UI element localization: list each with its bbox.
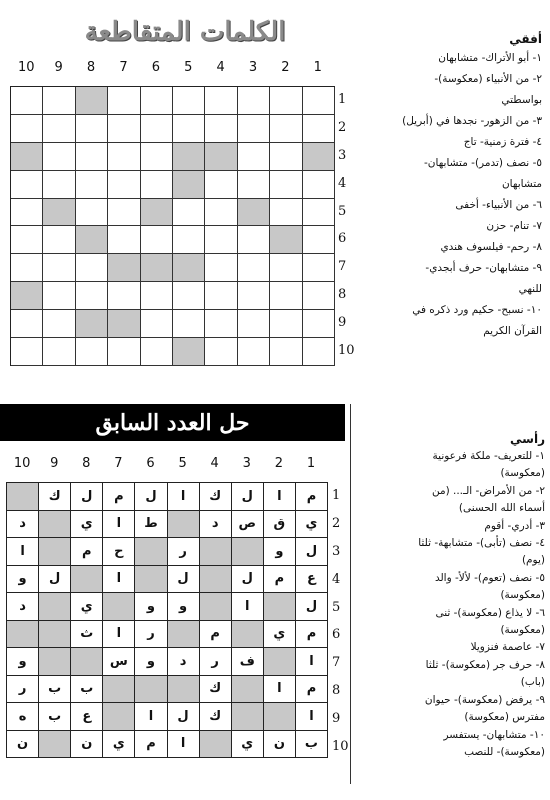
puzzle-cell[interactable] [303, 254, 335, 282]
puzzle-cell[interactable] [238, 87, 270, 115]
solution-cell: م [296, 483, 328, 511]
blocked-cell [173, 338, 205, 366]
solution-cell: ا [7, 538, 39, 566]
row-number: 9 [338, 315, 347, 331]
solution-cell: ل [168, 566, 200, 594]
puzzle-cell[interactable] [43, 254, 75, 282]
puzzle-cell[interactable] [43, 310, 75, 338]
puzzle-cell[interactable] [76, 254, 108, 282]
solution-cell: ع [296, 566, 328, 594]
solution-cell: د [168, 648, 200, 676]
across-clue: القرآن الكريم [483, 325, 542, 337]
across-clue: للنهي [518, 283, 542, 295]
puzzle-cell[interactable] [108, 226, 140, 254]
solution-cell: ا [264, 676, 296, 704]
puzzle-cell[interactable] [43, 87, 75, 115]
puzzle-cell[interactable] [173, 282, 205, 310]
blocked-cell [200, 593, 232, 621]
puzzle-cell[interactable] [173, 199, 205, 227]
column-number: 2 [281, 60, 290, 75]
solution-cell: ط [135, 511, 167, 539]
puzzle-cell[interactable] [11, 338, 43, 366]
puzzle-cell[interactable] [270, 87, 302, 115]
solution-cell: ه [7, 703, 39, 731]
solution-cell: د [7, 511, 39, 539]
blocked-cell [76, 310, 108, 338]
puzzle-title: الكلمات المتقاطعة [84, 17, 286, 47]
blocked-cell [232, 538, 264, 566]
solution-cell: ك [39, 483, 71, 511]
solution-cell: و [135, 648, 167, 676]
puzzle-cell[interactable] [76, 338, 108, 366]
solution-cell: ي [296, 511, 328, 539]
solution-cell: ل [232, 566, 264, 594]
puzzle-cell[interactable] [108, 115, 140, 143]
column-number: 3 [248, 60, 258, 75]
puzzle-cell[interactable] [303, 310, 335, 338]
blocked-cell [205, 143, 237, 171]
puzzle-cell[interactable] [303, 282, 335, 310]
solution-cell: ك [200, 703, 232, 731]
puzzle-cell[interactable] [238, 143, 270, 171]
across-clue: ٢- من الأنبياء (معكوسة)- [434, 73, 542, 85]
blocked-cell [238, 199, 270, 227]
blocked-cell [39, 511, 71, 539]
blocked-cell [108, 254, 140, 282]
puzzle-cell[interactable] [303, 226, 335, 254]
solution-cell: ف [232, 648, 264, 676]
column-number: 4 [216, 60, 225, 75]
blocked-cell [264, 648, 296, 676]
puzzle-cell[interactable] [141, 115, 173, 143]
row-number: 2 [332, 515, 341, 531]
puzzle-cell[interactable] [108, 199, 140, 227]
column-number: 7 [114, 456, 123, 471]
solution-cell: و [7, 566, 39, 594]
column-number: 2 [274, 456, 283, 471]
solution-cell: م [296, 621, 328, 649]
puzzle-cell[interactable] [141, 310, 173, 338]
across-clue: ٤- فترة زمنية- تاج [463, 136, 542, 148]
puzzle-cell[interactable] [238, 282, 270, 310]
puzzle-cell[interactable] [11, 87, 43, 115]
solution-cell: ك [200, 483, 232, 511]
puzzle-cell[interactable] [205, 115, 237, 143]
row-number: 1 [332, 488, 341, 503]
puzzle-cell[interactable] [141, 171, 173, 199]
solution-cell: ا [135, 703, 167, 731]
solution-cell: ل [71, 483, 103, 511]
puzzle-cell[interactable] [205, 171, 237, 199]
blocked-cell [39, 648, 71, 676]
puzzle-cell[interactable] [205, 87, 237, 115]
across-clue: ٧- تنام- حزن [486, 220, 542, 232]
blocked-cell [173, 254, 205, 282]
blocked-cell [39, 621, 71, 649]
down-clue: أسماء الله الحسنى) [458, 502, 545, 515]
puzzle-cell[interactable] [11, 199, 43, 227]
down-clues [357, 430, 545, 761]
across-clue: ٥- نصف (تدمر)- متشابهان- [424, 157, 542, 169]
solution-cell: م [103, 483, 135, 511]
row-number: 6 [332, 627, 341, 643]
solution-cell: و [264, 538, 296, 566]
blocked-cell [11, 143, 43, 171]
puzzle-cell[interactable] [11, 310, 43, 338]
solution-cell: ب [39, 703, 71, 731]
down-clue: ٧- عاصمة فنزويلا [470, 641, 545, 654]
row-number: 10 [338, 343, 355, 359]
row-number: 7 [332, 655, 341, 671]
blocked-cell [135, 538, 167, 566]
solution-banner: حل العدد السابق [0, 404, 345, 441]
row-number: 8 [338, 287, 347, 303]
solution-cell: م [264, 566, 296, 594]
solution-cell: ك [200, 676, 232, 704]
blocked-cell [11, 282, 43, 310]
column-number: 1 [313, 60, 322, 75]
puzzle-cell[interactable] [205, 310, 237, 338]
solution-cell: ا [103, 511, 135, 539]
blocked-cell [270, 226, 302, 254]
solution-cell: و [135, 593, 167, 621]
puzzle-cell[interactable] [43, 115, 75, 143]
down-clue: (معكوسة) [500, 589, 545, 602]
blocked-cell [71, 648, 103, 676]
blocked-cell [168, 621, 200, 649]
blocked-cell [71, 566, 103, 594]
blocked-cell [141, 199, 173, 227]
across-clue: ١- أبو الأتراك- متشابهان [438, 52, 542, 64]
puzzle-column-numbers [10, 60, 334, 80]
solution-cell: ا [168, 731, 200, 759]
solution-cell: ل [168, 703, 200, 731]
blocked-cell [103, 676, 135, 704]
row-number: 4 [338, 175, 347, 191]
puzzle-cell[interactable] [270, 310, 302, 338]
blocked-cell [168, 676, 200, 704]
across-clue: ٦- من الأنبياء- أخفى [455, 199, 542, 211]
across-clues [360, 30, 542, 342]
solution-cell: ل [296, 538, 328, 566]
blocked-cell [200, 731, 232, 759]
solution-cell: ا [296, 703, 328, 731]
puzzle-cell[interactable] [303, 171, 335, 199]
column-number: 5 [184, 60, 193, 75]
puzzle-cell[interactable] [270, 282, 302, 310]
puzzle-cell[interactable] [141, 282, 173, 310]
solution-cell: ا [103, 566, 135, 594]
solution-cell: و [168, 593, 200, 621]
down-clue: ٦- لا يذاع (معكوسة)- ثنى [435, 606, 545, 619]
puzzle-cell[interactable] [205, 254, 237, 282]
column-number: 10 [18, 60, 35, 75]
solution-cell: س [103, 648, 135, 676]
down-clue: ٤- نصف (تأبى)- متشابهة- ثلثا [418, 537, 545, 550]
solution-cell: ق [264, 511, 296, 539]
blocked-cell [108, 310, 140, 338]
solution-cell: ب [71, 676, 103, 704]
down-clue: ٨- حرف جر (معكوسة)- ثلثا [425, 658, 545, 671]
puzzle-cell[interactable] [11, 115, 43, 143]
puzzle-cell[interactable] [76, 282, 108, 310]
solution-cell: ي [264, 621, 296, 649]
puzzle-cell[interactable] [270, 171, 302, 199]
solution-cell: د [200, 511, 232, 539]
solution-cell: ث [71, 621, 103, 649]
solution-cell: ب [39, 676, 71, 704]
solution-cell: ر [200, 648, 232, 676]
puzzle-cell[interactable] [43, 282, 75, 310]
blocked-cell [7, 621, 39, 649]
puzzle-cell[interactable] [43, 338, 75, 366]
blocked-cell [168, 511, 200, 539]
solution-cell: ن [7, 731, 39, 759]
blocked-cell [303, 143, 335, 171]
blocked-cell [39, 593, 71, 621]
puzzle-cell[interactable] [303, 115, 335, 143]
down-clue: ١٠- متشابهان- يستفسر [443, 728, 545, 741]
puzzle-cell[interactable] [141, 143, 173, 171]
down-clue: (معكوسة) [500, 624, 545, 637]
puzzle-cell[interactable] [238, 338, 270, 366]
column-number: 9 [54, 60, 63, 75]
solution-cell: م [135, 731, 167, 759]
puzzle-cell[interactable] [238, 226, 270, 254]
puzzle-cell[interactable] [173, 310, 205, 338]
blocked-cell [103, 703, 135, 731]
puzzle-cell[interactable] [238, 310, 270, 338]
puzzle-cell[interactable] [303, 338, 335, 366]
puzzle-cell[interactable] [11, 254, 43, 282]
puzzle-cell[interactable] [173, 226, 205, 254]
solution-cell: ل [39, 566, 71, 594]
row-number: 4 [332, 571, 341, 587]
puzzle-cell[interactable] [76, 143, 108, 171]
puzzle-cell[interactable] [173, 115, 205, 143]
column-number: 6 [151, 60, 160, 75]
puzzle-cell[interactable] [270, 338, 302, 366]
blocked-cell [264, 703, 296, 731]
column-number: 1 [306, 456, 316, 471]
crossword-grid[interactable] [10, 86, 335, 366]
blocked-cell [7, 483, 39, 511]
puzzle-cell[interactable] [43, 143, 75, 171]
solution-row-numbers [332, 482, 352, 757]
puzzle-cell[interactable] [270, 115, 302, 143]
puzzle-cell[interactable] [43, 226, 75, 254]
column-number: 8 [86, 60, 96, 75]
down-clue: ٥- نصف (تعوم)- لألأ- والد [434, 571, 545, 584]
solution-cell: ع [71, 703, 103, 731]
solution-cell: م [71, 538, 103, 566]
solution-cell: ي [232, 731, 264, 759]
column-number: 7 [119, 60, 128, 75]
solution-grid [6, 482, 328, 758]
row-number: 7 [338, 259, 347, 275]
puzzle-cell[interactable] [205, 226, 237, 254]
row-number: 3 [332, 543, 341, 559]
blocked-cell [200, 566, 232, 594]
solution-cell: ل [135, 483, 167, 511]
down-clue: ٢- من الأمراض- الـ... (من [431, 484, 545, 497]
puzzle-cell[interactable] [303, 87, 335, 115]
solution-cell: ا [232, 593, 264, 621]
solution-cell: ا [264, 483, 296, 511]
blocked-cell [141, 254, 173, 282]
solution-cell: ر [168, 538, 200, 566]
puzzle-cell[interactable] [11, 226, 43, 254]
solution-cell: ح [103, 538, 135, 566]
solution-cell: م [200, 621, 232, 649]
row-number: 8 [332, 683, 341, 699]
puzzle-cell[interactable] [303, 199, 335, 227]
column-number: 8 [82, 456, 91, 471]
puzzle-cell[interactable] [270, 254, 302, 282]
solution-cell: ا [103, 621, 135, 649]
puzzle-cell[interactable] [76, 115, 108, 143]
solution-cell: ب [296, 731, 328, 759]
solution-cell: م [296, 676, 328, 704]
row-number: 1 [338, 92, 347, 107]
solution-cell: ص [232, 511, 264, 539]
down-clue: (معكوسة)- للنصب [464, 745, 545, 758]
solution-cell: ل [296, 593, 328, 621]
blocked-cell [39, 731, 71, 759]
column-number: 4 [210, 456, 219, 471]
solution-cell: ي [71, 593, 103, 621]
solution-cell: ي [103, 731, 135, 759]
blocked-cell [43, 199, 75, 227]
puzzle-cell[interactable] [141, 226, 173, 254]
solution-cell: و [7, 648, 39, 676]
down-clue: (يوم) [521, 554, 545, 567]
puzzle-cell[interactable] [108, 171, 140, 199]
puzzle-cell[interactable] [173, 87, 205, 115]
row-number: 10 [332, 739, 349, 755]
puzzle-cell[interactable] [205, 199, 237, 227]
solution-cell: ن [264, 731, 296, 759]
blocked-cell [232, 676, 264, 704]
puzzle-cell[interactable] [108, 87, 140, 115]
solution-cell: ي [71, 511, 103, 539]
row-number: 2 [338, 119, 347, 135]
solution-cell: ن [71, 731, 103, 759]
solution-cell: د [7, 593, 39, 621]
puzzle-cell[interactable] [141, 87, 173, 115]
column-number: 9 [50, 456, 59, 471]
puzzle-cell[interactable] [76, 171, 108, 199]
puzzle-cell[interactable] [43, 171, 75, 199]
puzzle-row-numbers [338, 86, 358, 365]
blocked-cell [103, 593, 135, 621]
across-clue: متشابهان [501, 178, 542, 190]
blocked-cell [135, 566, 167, 594]
down-clue: ٩- يرفض (معكوسة)- حيوان [424, 693, 545, 706]
solution-cell: ر [7, 676, 39, 704]
solution-cell: ا [296, 648, 328, 676]
puzzle-cell[interactable] [108, 338, 140, 366]
puzzle-cell[interactable] [108, 143, 140, 171]
blocked-cell [39, 538, 71, 566]
across-clue: ١٠- نسبح- حكيم ورد ذكره في [412, 304, 542, 316]
solution-column-numbers [6, 456, 327, 476]
down-clue: مفترس (معكوسة) [464, 711, 545, 724]
row-number: 6 [338, 231, 347, 247]
puzzle-cell[interactable] [141, 338, 173, 366]
blocked-cell [200, 538, 232, 566]
blocked-cell [232, 703, 264, 731]
puzzle-cell[interactable] [270, 199, 302, 227]
across-clue: ٩- متشابهان- حرف أبجدي- [425, 262, 542, 274]
across-clue: ٨- رحم- فيلسوف هندي [440, 241, 542, 253]
down-clue: (معكوسة) [500, 467, 545, 480]
down-clue: ١- للتعريف- ملكة فرعونية [432, 450, 545, 462]
solution-cell: ل [232, 483, 264, 511]
blocked-cell [232, 621, 264, 649]
solution-cell: ا [168, 483, 200, 511]
puzzle-cell[interactable] [205, 282, 237, 310]
down-clue: ٣- أدري- أقوم [484, 519, 545, 532]
puzzle-cell[interactable] [238, 171, 270, 199]
across-clue: بواسطتي [501, 94, 542, 106]
across-clue: ٣- من الزهور- نجدها في (أبريل) [402, 115, 542, 127]
down-clue: (باب) [520, 676, 545, 689]
row-number: 9 [332, 711, 341, 727]
puzzle-cell[interactable] [108, 282, 140, 310]
blocked-cell [76, 226, 108, 254]
row-number: 5 [332, 599, 341, 615]
column-number: 5 [178, 456, 187, 471]
solution-cell: ر [135, 621, 167, 649]
blocked-cell [264, 593, 296, 621]
row-number: 5 [338, 203, 347, 219]
puzzle-cell[interactable] [76, 199, 108, 227]
column-number: 6 [146, 456, 155, 471]
down-title: رأسي [510, 432, 545, 446]
blocked-cell [76, 87, 108, 115]
row-number: 3 [338, 147, 347, 163]
blocked-cell [173, 143, 205, 171]
column-number: 3 [242, 456, 251, 471]
puzzle-cell[interactable] [238, 254, 270, 282]
column-number: 10 [13, 456, 31, 471]
puzzle-cell[interactable] [238, 115, 270, 143]
blocked-cell [173, 171, 205, 199]
blocked-cell [135, 676, 167, 704]
puzzle-cell[interactable] [205, 338, 237, 366]
across-title: أفقي [509, 32, 542, 46]
puzzle-cell[interactable] [270, 143, 302, 171]
puzzle-cell[interactable] [11, 171, 43, 199]
